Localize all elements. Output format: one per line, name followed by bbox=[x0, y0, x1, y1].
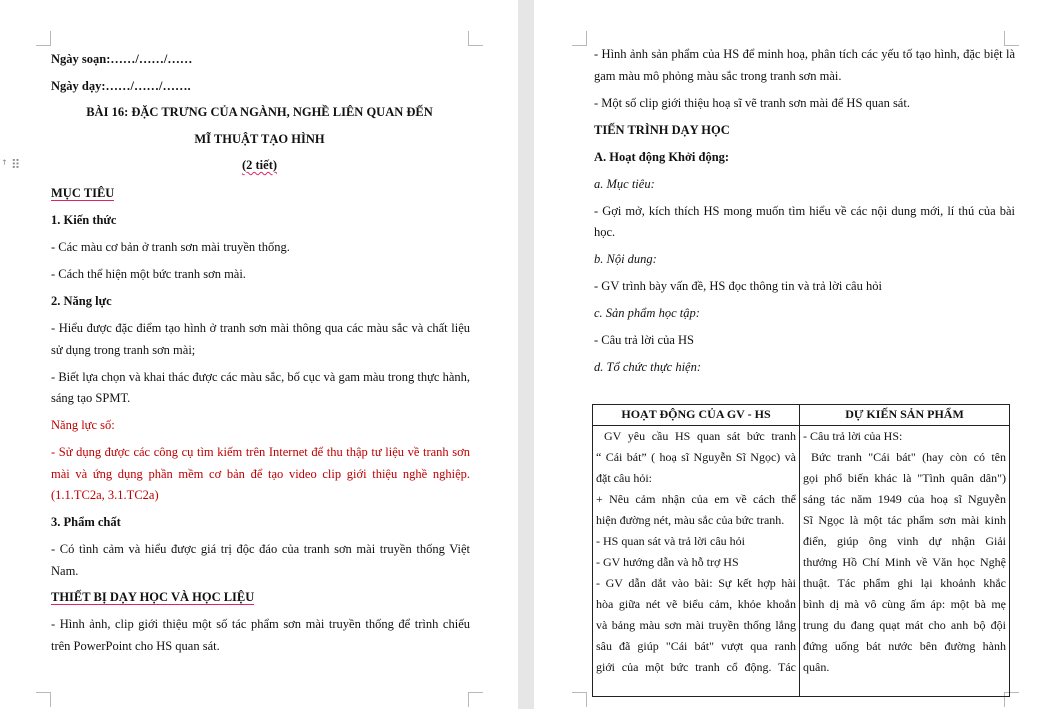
cell-line: thưởng Hồ Chí Minh về Văn học Nghệ bbox=[803, 555, 1006, 569]
cell-line: thuật. Tác phẩm ghi lại khoảnh khắc bbox=[803, 576, 1006, 590]
table-header-products: DỰ KIẾN SẢN PHẨM bbox=[800, 405, 1010, 426]
margin-mark-top-left bbox=[572, 31, 587, 46]
cell-line: quân. bbox=[803, 660, 830, 674]
cell-line: gọi phổ biến khác là "Tình quân dân") bbox=[803, 471, 1006, 485]
drag-handle-icon[interactable]: ꜛ ⠿ bbox=[2, 158, 21, 173]
cell-line: - GV hướng dẫn và hỗ trợ HS bbox=[596, 555, 739, 569]
table-row bbox=[593, 426, 1010, 697]
margin-mark-top-right bbox=[1004, 31, 1019, 46]
cell-line: hiện đường nét, màu sắc của bức tranh. bbox=[596, 513, 785, 527]
margin-mark-top-left bbox=[36, 31, 51, 46]
activities-cell bbox=[593, 426, 800, 697]
equipment-line: trên PowerPoint cho HS quan sát. bbox=[51, 639, 220, 653]
objectives-heading bbox=[51, 185, 114, 201]
competence-item-line: sáng tạo SPMT. bbox=[51, 391, 131, 405]
digital-heading: Năng lực số: bbox=[51, 418, 115, 432]
process-heading: TIẾN TRÌNH DẠY HỌC bbox=[594, 123, 730, 137]
margin-mark-bottom-left bbox=[36, 692, 51, 707]
activity-heading: A. Hoạt động Khởi động: bbox=[594, 150, 730, 164]
digital-line: - Sử dụng được các công cụ tìm kiếm trên Internet để thu thập tư liệu về tranh sơn bbox=[51, 445, 470, 459]
document-page-right bbox=[534, 0, 1056, 709]
page-gutter bbox=[518, 0, 534, 709]
knowledge-item: - Các màu cơ bản ở tranh sơn mài truyền thống. bbox=[51, 240, 290, 254]
cell-line: - Câu trả lời của HS: bbox=[803, 429, 903, 443]
date-taught: Ngày dạy:……/……/……. bbox=[51, 79, 191, 93]
cell-line: “ Cái bát” ( hoạ sĩ Nguyễn Sĩ Ngọc) và bbox=[596, 450, 796, 464]
product-label: c. Sản phẩm học tập: bbox=[594, 306, 700, 320]
table-header-activities: HOẠT ĐỘNG CỦA GV - HS bbox=[593, 405, 800, 426]
knowledge-heading: 1. Kiến thức bbox=[51, 213, 117, 227]
equipment-heading bbox=[51, 589, 254, 605]
product-text: - Câu trả lời của HS bbox=[594, 333, 694, 347]
document-page-left bbox=[0, 0, 518, 709]
cell-line: Sĩ Ngọc là một tác phẩm sơn mài kinh bbox=[803, 513, 1006, 527]
competence-item-line: - Hiểu được đặc điểm tạo hình ở tranh sơn mài thông qua các màu sắc và chất liệu bbox=[51, 321, 470, 335]
digital-line: mài và ứng dụng phần mềm cơ bản để tạo video clip giới thiệu nghề nghiệp. bbox=[51, 467, 470, 481]
lesson-title-line1: BÀI 16: ĐẶC TRƯNG CỦA NGÀNH, NGHỀ LIÊN QUAN ĐẾN bbox=[86, 105, 433, 119]
goal-label: a. Mục tiêu: bbox=[594, 177, 655, 191]
quality-heading: 3. Phẩm chất bbox=[51, 515, 121, 529]
cell-line: bình dị mà vô cùng ấm áp: một bà mẹ bbox=[803, 597, 1006, 611]
cell-line: đặt câu hỏi: bbox=[596, 471, 652, 485]
cell-line: sáng tác năm 1949 của hoạ sĩ Nguyễn bbox=[803, 492, 1006, 506]
cell-line: Bức tranh "Cái bát" (hay còn có tên bbox=[811, 450, 1006, 464]
date-prepared: Ngày soạn:……/……/…… bbox=[51, 52, 193, 66]
cell-line: giới của một bức tranh cổ động. Tác bbox=[596, 660, 796, 674]
equipment-line: - Hình ảnh, clip giới thiệu một số tác phẩm sơn mài truyền thống để trình chiếu bbox=[51, 617, 470, 631]
competence-heading: 2. Năng lực bbox=[51, 294, 112, 308]
competence-item-line: sử dụng trong tranh sơn mài; bbox=[51, 343, 196, 357]
lesson-duration bbox=[51, 157, 468, 173]
content-text: - GV trình bày vấn đề, HS đọc thông tin và trả lời câu hỏi bbox=[594, 279, 882, 293]
quality-line: Nam. bbox=[51, 564, 79, 578]
goal-line: - Gợi mở, kích thích HS mong muốn tìm hiểu về các nội dung mới, lí thú của bài bbox=[594, 204, 1015, 218]
margin-mark-bottom-left bbox=[572, 692, 587, 707]
intro-line: gam màu mô phỏng màu sắc trong tranh sơn mài. bbox=[594, 69, 842, 83]
margin-mark-top-right bbox=[468, 31, 483, 46]
cell-line: điển, giúp ông vinh dự nhận Giải bbox=[803, 534, 1006, 548]
margin-mark-bottom-right bbox=[468, 692, 483, 707]
goal-line: học. bbox=[594, 225, 616, 239]
cell-line: - HS quan sát và trả lời câu hỏi bbox=[596, 534, 745, 548]
equipment-heading-text: THIẾT BỊ DẠY HỌC VÀ HỌC LIỆU bbox=[51, 590, 255, 604]
products-cell bbox=[800, 426, 1010, 697]
cell-line: hòa giữa nét vẽ biểu cảm, khỏe khoắn bbox=[596, 597, 796, 611]
duration-text: (2 tiết) bbox=[241, 158, 278, 172]
quality-line: - Có tình cảm và hiểu được giá trị độc đáo của tranh sơn mài truyền thống Việt bbox=[51, 542, 470, 556]
digital-line: (1.1.TC2a, 3.1.TC2a) bbox=[51, 488, 159, 502]
cell-line: - GV dẫn dắt vào bài: Sự kết hợp hài bbox=[596, 576, 796, 590]
cell-line: và bảng màu sơn mài truyền thống lắng bbox=[596, 618, 796, 632]
intro-line: - Hình ảnh sản phẩm của HS để minh hoạ, phân tích các yếu tố tạo hình, đặc biệt là bbox=[594, 47, 1015, 61]
cell-line: đứng uống bát nước bên đường hành bbox=[803, 639, 1006, 653]
content-label: b. Nội dung: bbox=[594, 252, 657, 266]
intro-line: - Một số clip giới thiệu hoạ sĩ vẽ tranh sơn mài để HS quan sát. bbox=[594, 96, 910, 110]
organize-label: d. Tổ chức thực hiện: bbox=[594, 360, 702, 374]
lesson-title-line2: MĨ THUẬT TẠO HÌNH bbox=[194, 132, 325, 146]
cell-line: + Nêu cảm nhận của em về cách thể bbox=[596, 492, 796, 506]
cell-line: trung du đang quạt mát cho anh bộ đội bbox=[803, 618, 1006, 632]
competence-item-line: - Biết lựa chọn và khai thác được các màu sắc, bố cục và gam màu trong thực hành, bbox=[51, 370, 470, 384]
knowledge-item: - Cách thể hiện một bức tranh sơn mài. bbox=[51, 267, 246, 281]
cell-line: sâu đã giúp "Cái bát" vượt qua ranh bbox=[596, 639, 796, 653]
objectives-heading-text: MỤC TIÊU bbox=[51, 186, 115, 200]
cell-line: GV yêu cầu HS quan sát bức tranh bbox=[604, 429, 796, 443]
activity-table bbox=[592, 404, 1010, 697]
